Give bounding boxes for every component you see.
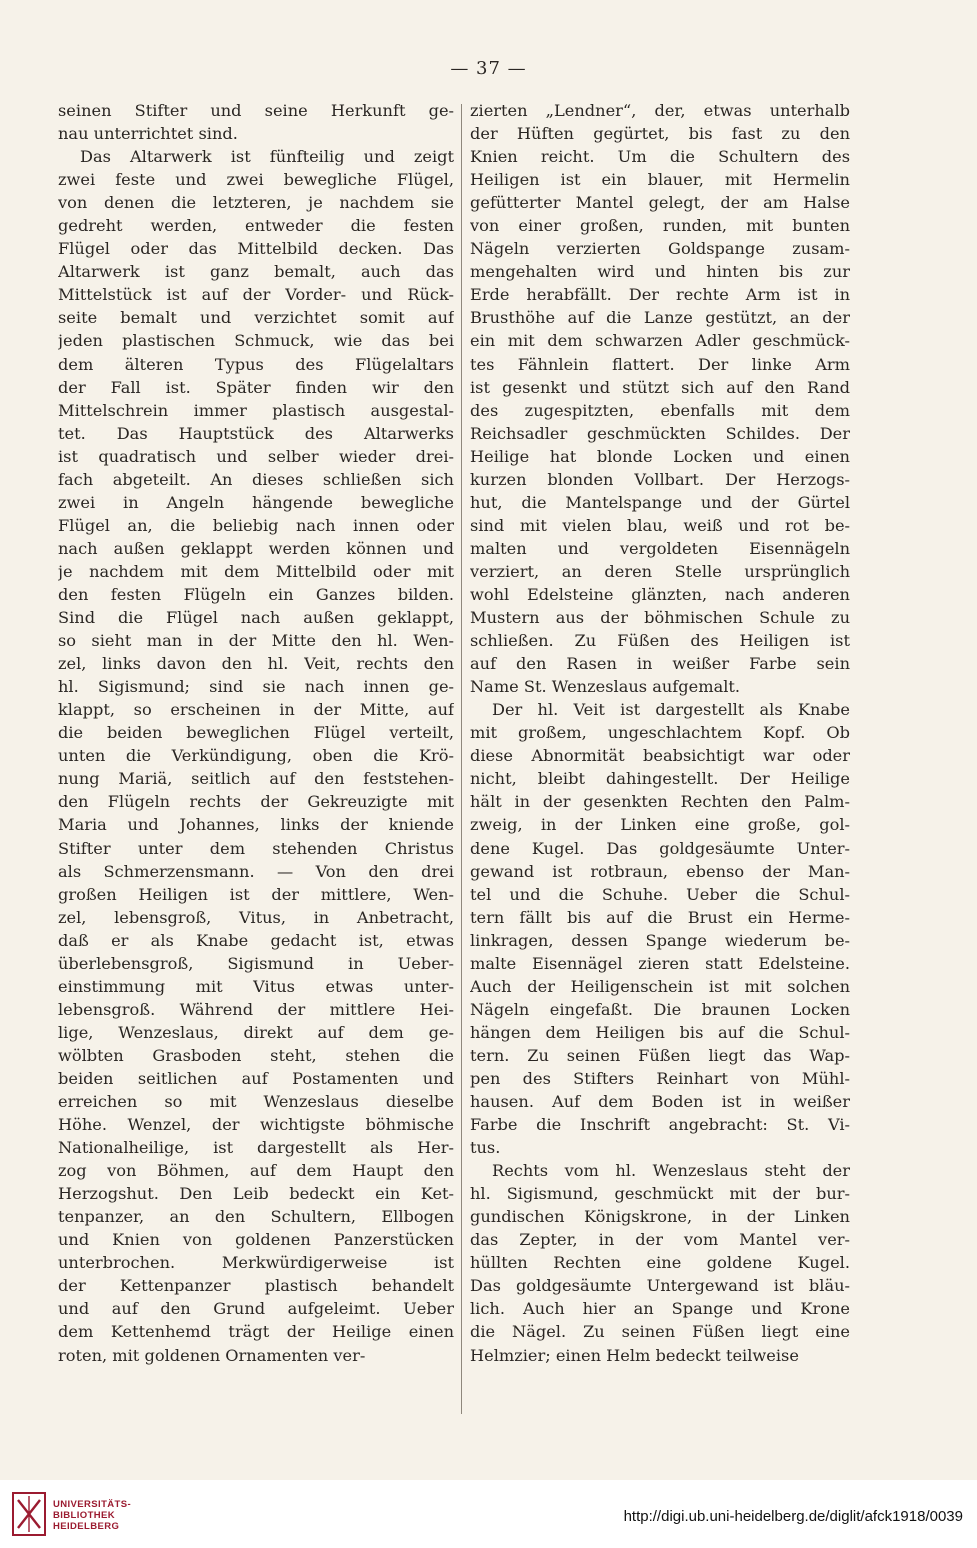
text-line: einstimmung mit Vitus etwas unter- <box>58 976 454 996</box>
source-url-link[interactable]: http://digi.ub.uni-heidelberg.de/diglit/afck1918/0039 <box>623 1508 963 1525</box>
institution-name <box>53 1499 131 1532</box>
text-line: Nägeln verzierten Goldspange zusam- <box>470 239 850 259</box>
text-line: Name St. Wenzeslaus aufgemalt. <box>470 677 741 697</box>
text-line: von einer großen, runden, mit bunten <box>470 216 850 236</box>
text-line: tel und die Schuhe. Ueber die Schul- <box>470 884 850 904</box>
text-line: der Fall ist. Später finden wir den <box>58 377 454 397</box>
institution-line: UNIVERSITÄTS- <box>53 1499 132 1510</box>
text-line: mit großem, ungeschlachtem Kopf. Ob <box>470 723 850 743</box>
text-line: Helmzier; einen Helm bedeckt teilweise <box>470 1345 799 1365</box>
text-line: die beiden beweglichen Flügel verteilt, <box>58 723 454 743</box>
text-line: hl. Sigismund, geschmückt mit der bur- <box>470 1184 850 1204</box>
text-line: Reichsadler geschmückten Schildes. Der <box>470 423 850 443</box>
text-column-left <box>58 99 454 1367</box>
text-line: schließen. Zu Füßen des Heiligen ist <box>470 631 850 651</box>
text-line: Mittelschrein immer plastisch ausgestal- <box>58 400 454 420</box>
text-line: unten die Verkündigung, oben die Krö- <box>58 746 454 766</box>
text-line: lebensgroß. Während der mittlere Hei- <box>58 999 454 1019</box>
text-line: hl. Sigismund; sind sie nach innen ge- <box>58 677 454 697</box>
text-line: tet. Das Hauptstück des Altarwerks <box>58 423 454 443</box>
text-line: tern fällt bis auf die Brust ein Herme- <box>470 907 850 927</box>
text-line: als Schmerzensmann. — Von den drei <box>58 861 454 881</box>
text-line: zwei in Angeln hängende bewegliche <box>58 492 454 512</box>
text-line: hängen dem Heiligen bis auf die Schul- <box>470 1022 850 1042</box>
text-line: dene Kugel. Das goldgesäumte Unter- <box>470 838 850 858</box>
text-line: diese Abnormität beabsichtigt war oder <box>470 746 850 766</box>
text-line: Mittelstück ist auf der Vorder- und Rück- <box>58 285 454 305</box>
text-line: hut, die Mantelspange und der Gürtel <box>470 492 850 512</box>
text-line: seinen Stifter und seine Herkunft ge- <box>58 101 454 120</box>
text-line: Das Altarwerk ist fünfteilig und zeigt <box>80 147 454 167</box>
text-line: Der hl. Veit ist dargestellt als Knabe <box>492 700 850 720</box>
text-line: pen des Stifters Reinhart von Mühl- <box>470 1068 850 1088</box>
text-line: Altarwerk ist ganz bemalt, auch das <box>58 262 454 282</box>
text-line: daß er als Knabe gedacht ist, etwas <box>58 930 454 950</box>
text-line: dem Kettenhemd trägt der Heilige einen <box>58 1322 454 1342</box>
text-line: Heiligen ist ein blauer, mit Hermelin <box>470 170 850 190</box>
text-line: unterbrochen. Merkwürdigerweise ist <box>58 1253 454 1273</box>
text-line: Knien reicht. Um die Schultern des <box>470 147 850 167</box>
text-line: tenpanzer, an den Schultern, Ellbogen <box>58 1207 454 1227</box>
text-line: Höhe. Wenzel, der wichtigste böhmische <box>58 1115 454 1135</box>
text-line: nau unterrichtet sind. <box>58 124 238 144</box>
text-line: gundischen Königskrone, in der Linken <box>470 1207 850 1227</box>
text-line: und Knien von goldenen Panzerstücken <box>58 1230 454 1250</box>
text-line: gedreht werden, entweder die festen <box>58 216 454 236</box>
text-line: Mustern aus der böhmischen Schule zu <box>470 608 850 628</box>
text-line: tern. Zu seinen Füßen liegt das Wap- <box>470 1045 850 1065</box>
text-line: mengehalten wird und hinten bis zur <box>470 262 850 282</box>
text-line: Farbe die Inschrift angebracht: St. Vi- <box>470 1115 850 1135</box>
text-line: seite bemalt und verzichtet somit auf <box>58 308 454 328</box>
text-line: hüllten Rechten eine goldene Kugel. <box>470 1253 850 1273</box>
university-seal-icon <box>12 1492 46 1536</box>
text-line: Das goldgesäumte Untergewand ist bläu- <box>470 1276 850 1296</box>
text-line: Rechts vom hl. Wenzeslaus steht der <box>492 1161 850 1181</box>
text-line: nach außen geklappt werden können und <box>58 538 454 558</box>
text-line: Herzogshut. Den Leib bedeckt ein Ket- <box>58 1184 454 1204</box>
text-line: Sind die Flügel nach außen geklappt, <box>58 608 454 628</box>
text-line: tes Fähnlein flattert. Der linke Arm <box>470 354 850 374</box>
text-line: verziert, an deren Stelle ursprünglich <box>470 561 850 581</box>
text-line: zel, links davon den hl. Veit, rechts den <box>58 654 454 674</box>
text-line: lich. Auch hier an Spange und Krone <box>470 1299 850 1319</box>
text-line: linkragen, dessen Spange wiederum be- <box>470 930 850 950</box>
text-line: sind mit vielen blau, weiß und rot be- <box>470 515 850 535</box>
text-line: zel, lebensgroß, Vitus, in Anbetracht, <box>58 907 454 927</box>
text-line: den festen Flügeln ein Ganzes bilden. <box>58 584 454 604</box>
text-line: Maria und Johannes, links der kniende <box>58 815 454 835</box>
text-line: der Kettenpanzer plastisch behandelt <box>58 1276 454 1296</box>
text-line: malte Eisennägel zieren statt Edelsteine. <box>470 953 850 973</box>
text-line: der Hüften gegürtet, bis fast zu den <box>470 124 850 144</box>
text-line: Brusthöhe auf die Lanze gestützt, an der <box>470 308 850 328</box>
text-line: Nägeln eingefaßt. Die braunen Locken <box>470 999 850 1019</box>
text-line: ist gesenkt und stützt sich auf den Rand <box>470 377 850 397</box>
text-line: hält in der gesenkten Rechten den Palm- <box>470 792 850 812</box>
text-line: zweig, in der Linken eine große, gol- <box>470 815 850 835</box>
text-line: fach abgeteilt. An dieses schließen sich <box>58 469 454 489</box>
text-line: gefütterter Mantel gelegt, der am Halse <box>470 193 850 213</box>
text-line: malten und vergoldeten Eisennägeln <box>470 538 850 558</box>
text-line: roten, mit goldenen Ornamenten ver- <box>58 1345 366 1365</box>
text-line: je nachdem mit dem Mittelbild oder mit <box>58 561 454 581</box>
text-line: gewand ist rotbraun, ebenso der Man- <box>470 861 850 881</box>
text-line: dem älteren Typus des Flügelaltars <box>58 354 454 374</box>
text-line: zog von Böhmen, auf dem Haupt den <box>58 1161 454 1181</box>
text-line: und auf den Grund aufgeleimt. Ueber <box>58 1299 454 1319</box>
text-line: hausen. Auf dem Boden ist in weißer <box>470 1092 850 1112</box>
text-line: Stifter unter dem stehenden Christus <box>58 838 454 858</box>
text-line: jeden plastischen Schmuck, wie das bei <box>58 331 454 351</box>
text-column-right <box>470 99 850 1367</box>
text-line: klappt, so erscheinen in der Mitte, auf <box>58 700 454 720</box>
text-line: ist quadratisch und selber wieder drei- <box>58 446 454 466</box>
text-line: auf den Rasen in weißer Farbe sein <box>470 654 850 674</box>
text-line: Auch der Heiligenschein ist mit solchen <box>470 976 850 996</box>
column-divider <box>461 104 462 1414</box>
text-line: nicht, bleibt dahingestellt. Der Heilige <box>470 769 850 789</box>
text-line: den Flügeln rechts der Gekreuzigte mit <box>58 792 454 812</box>
text-line: die Nägel. Zu seinen Füßen liegt eine <box>470 1322 850 1342</box>
text-line: Flügel an, die beliebig nach innen oder <box>58 515 454 535</box>
text-line: Erde herabfällt. Der rechte Arm ist in <box>470 285 850 305</box>
page-number: — 37 — <box>450 58 527 79</box>
text-line: beiden seitlichen auf Postamenten und <box>58 1068 454 1088</box>
text-line: wölbten Grasboden steht, stehen die <box>58 1045 454 1065</box>
text-line: Flügel oder das Mittelbild decken. Das <box>58 239 454 259</box>
text-line: zwei feste und zwei bewegliche Flügel, <box>58 170 454 190</box>
institution-line: HEIDELBERG <box>53 1521 120 1532</box>
text-line: Heilige hat blonde Locken und einen <box>470 446 850 466</box>
text-line: lige, Wenzeslaus, direkt auf dem ge- <box>58 1022 454 1042</box>
text-line: so sieht man in der Mitte den hl. Wen- <box>58 631 454 651</box>
text-line: wohl Edelsteine glänzten, nach anderen <box>470 584 850 604</box>
institution-line: BIBLIOTHEK <box>53 1510 116 1521</box>
text-line: überlebensgroß, Sigismund in Ueber- <box>58 953 454 973</box>
text-line: das Zepter, in der vom Mantel ver- <box>470 1230 850 1250</box>
text-line: erreichen so mit Wenzeslaus dieselbe <box>58 1092 454 1112</box>
text-line: von denen die letzteren, je nachdem sie <box>58 193 454 213</box>
text-line: kurzen blonden Vollbart. Der Herzogs- <box>470 469 850 489</box>
text-line: des zugespitzten, ebenfalls mit dem <box>470 400 850 420</box>
text-line: ein mit dem schwarzen Adler geschmück- <box>470 331 850 351</box>
text-line: tus. <box>470 1138 501 1158</box>
text-line: großen Heiligen ist der mittlere, Wen- <box>58 884 454 904</box>
text-line: Nationalheilige, ist dargestellt als Her- <box>58 1138 454 1158</box>
text-line: nung Mariä, seitlich auf den feststehen- <box>58 769 454 789</box>
text-line: zierten „Lendner“, der, etwas unterhalb <box>470 101 850 120</box>
